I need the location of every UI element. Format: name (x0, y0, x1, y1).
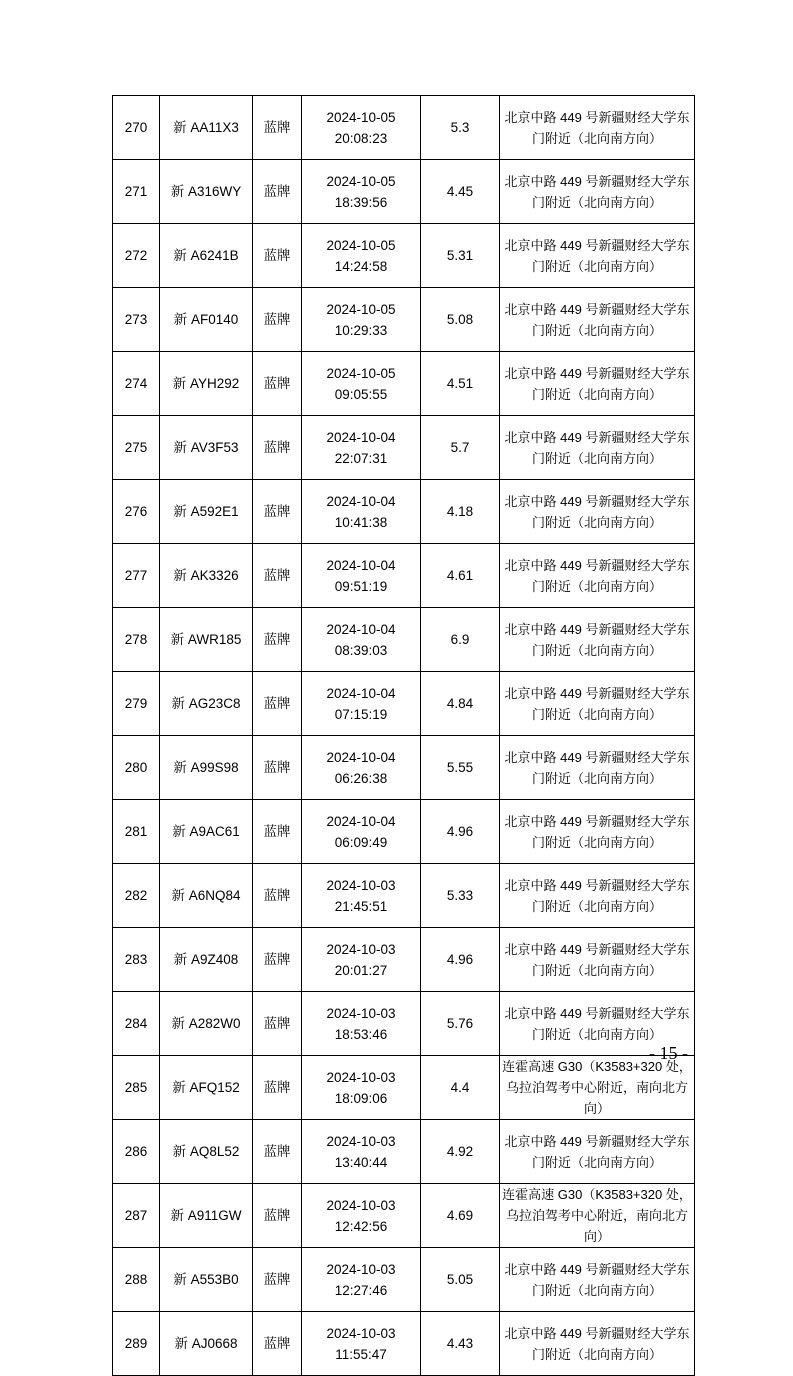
record-index-cell: 272 (113, 224, 160, 288)
plate-number-cell: 新 A99S98 (160, 736, 253, 800)
location-cell: 北京中路 449 号新疆财经大学东门附近（北向南方向） (500, 928, 695, 992)
capture-clock-time: 07:15:19 (334, 706, 388, 722)
record-index-cell: 284 (113, 992, 160, 1056)
capture-clock-time: 09:05:55 (334, 386, 388, 402)
capture-date: 2024-10-05 (326, 109, 396, 125)
plate-color-cell: 蓝牌 (253, 928, 302, 992)
capture-clock-time: 10:29:33 (334, 322, 388, 338)
measured-value-cell: 5.55 (421, 736, 500, 800)
capture-time-cell (302, 992, 421, 1056)
location-cell: 北京中路 449 号新疆财经大学东门附近（北向南方向） (500, 1120, 695, 1184)
capture-date: 2024-10-03 (326, 941, 396, 957)
capture-date: 2024-10-04 (326, 493, 396, 509)
measured-value-cell: 4.96 (421, 928, 500, 992)
measured-value-cell: 4.96 (421, 800, 500, 864)
plate-number-cell: 新 AWR185 (160, 608, 253, 672)
record-index-cell: 277 (113, 544, 160, 608)
capture-clock-time: 10:41:38 (334, 514, 388, 530)
capture-date: 2024-10-04 (326, 621, 396, 637)
record-index-cell: 270 (113, 96, 160, 160)
capture-clock-time: 09:51:19 (334, 578, 388, 594)
record-index-cell: 275 (113, 416, 160, 480)
plate-color-cell: 蓝牌 (253, 608, 302, 672)
page-number: - 15 - (649, 1043, 688, 1063)
capture-clock-time: 14:24:58 (334, 258, 388, 274)
capture-time-cell (302, 544, 421, 608)
location-cell: 北京中路 449 号新疆财经大学东门附近（北向南方向） (500, 224, 695, 288)
location-cell: 北京中路 449 号新疆财经大学东门附近（北向南方向） (500, 544, 695, 608)
capture-time-cell (302, 864, 421, 928)
table-row (113, 672, 695, 736)
plate-color-cell: 蓝牌 (253, 864, 302, 928)
plate-number-cell: 新 AFQ152 (160, 1056, 253, 1120)
table-row (113, 800, 695, 864)
plate-number-cell: 新 A6NQ84 (160, 864, 253, 928)
table-row (113, 1312, 695, 1376)
record-index-cell: 281 (113, 800, 160, 864)
plate-number-cell: 新 A9Z408 (160, 928, 253, 992)
capture-clock-time: 13:40:44 (334, 1154, 388, 1170)
table-row (113, 928, 695, 992)
capture-date: 2024-10-03 (326, 1005, 396, 1021)
record-index-cell: 282 (113, 864, 160, 928)
table-row (113, 1056, 695, 1120)
measured-value-cell: 4.45 (421, 160, 500, 224)
capture-date: 2024-10-05 (326, 173, 396, 189)
capture-time-cell (302, 608, 421, 672)
capture-time-cell (302, 352, 421, 416)
capture-clock-time: 22:07:31 (334, 450, 388, 466)
location-cell: 北京中路 449 号新疆财经大学东门附近（北向南方向） (500, 416, 695, 480)
location-cell: 北京中路 449 号新疆财经大学东门附近（北向南方向） (500, 96, 695, 160)
capture-date: 2024-10-04 (326, 813, 396, 829)
record-index-cell: 283 (113, 928, 160, 992)
capture-clock-time: 12:27:46 (334, 1282, 388, 1298)
capture-date: 2024-10-03 (326, 1133, 396, 1149)
measured-value-cell: 5.31 (421, 224, 500, 288)
capture-time-cell (302, 96, 421, 160)
measured-value-cell: 4.92 (421, 1120, 500, 1184)
capture-clock-time: 06:09:49 (334, 834, 388, 850)
table-row (113, 608, 695, 672)
measured-value-cell: 5.33 (421, 864, 500, 928)
location-cell: 北京中路 449 号新疆财经大学东门附近（北向南方向） (500, 480, 695, 544)
record-index-cell: 279 (113, 672, 160, 736)
measured-value-cell: 4.84 (421, 672, 500, 736)
record-index-cell: 274 (113, 352, 160, 416)
table-row (113, 96, 695, 160)
table-row (113, 864, 695, 928)
capture-date: 2024-10-05 (326, 237, 396, 253)
measured-value-cell: 4.4 (421, 1056, 500, 1120)
plate-color-cell: 蓝牌 (253, 1120, 302, 1184)
capture-time-cell (302, 800, 421, 864)
measured-value-cell: 5.08 (421, 288, 500, 352)
measured-value-cell: 4.43 (421, 1312, 500, 1376)
measured-value-cell: 5.3 (421, 96, 500, 160)
measured-value-cell: 4.69 (421, 1184, 500, 1248)
capture-date: 2024-10-03 (326, 1261, 396, 1277)
plate-number-cell: 新 A553B0 (160, 1248, 253, 1312)
capture-date: 2024-10-04 (326, 429, 396, 445)
capture-clock-time: 12:42:56 (334, 1218, 388, 1234)
plate-color-cell: 蓝牌 (253, 1312, 302, 1376)
plate-color-cell: 蓝牌 (253, 480, 302, 544)
capture-time-cell (302, 224, 421, 288)
location-cell: 连霍高速 G30（K3583+320 处，乌拉泊驾考中心附近，南向北方向） (500, 1184, 695, 1248)
record-index-cell: 278 (113, 608, 160, 672)
record-index-cell: 273 (113, 288, 160, 352)
plate-number-cell: 新 AV3F53 (160, 416, 253, 480)
plate-color-cell: 蓝牌 (253, 288, 302, 352)
capture-clock-time: 06:26:38 (334, 770, 388, 786)
plate-number-cell: 新 A9AC61 (160, 800, 253, 864)
location-cell: 北京中路 449 号新疆财经大学东门附近（北向南方向） (500, 608, 695, 672)
capture-time-cell (302, 288, 421, 352)
table-row (113, 480, 695, 544)
capture-clock-time: 20:01:27 (334, 962, 388, 978)
capture-time-cell (302, 160, 421, 224)
capture-time-cell (302, 1248, 421, 1312)
table-row (113, 224, 695, 288)
plate-number-cell: 新 AF0140 (160, 288, 253, 352)
table-row (113, 544, 695, 608)
capture-date: 2024-10-04 (326, 557, 396, 573)
location-cell: 北京中路 449 号新疆财经大学东门附近（北向南方向） (500, 352, 695, 416)
capture-time-cell (302, 736, 421, 800)
location-cell: 北京中路 449 号新疆财经大学东门附近（北向南方向） (500, 1312, 695, 1376)
plate-number-cell: 新 AK3326 (160, 544, 253, 608)
plate-color-cell: 蓝牌 (253, 96, 302, 160)
capture-clock-time: 18:09:06 (334, 1090, 388, 1106)
plate-color-cell: 蓝牌 (253, 416, 302, 480)
record-index-cell: 287 (113, 1184, 160, 1248)
table-row (113, 160, 695, 224)
records-table-body (113, 96, 695, 1376)
capture-date: 2024-10-03 (326, 1197, 396, 1213)
plate-color-cell: 蓝牌 (253, 224, 302, 288)
plate-number-cell: 新 A911GW (160, 1184, 253, 1248)
capture-date: 2024-10-03 (326, 1069, 396, 1085)
measured-value-cell: 6.9 (421, 608, 500, 672)
location-cell: 北京中路 449 号新疆财经大学东门附近（北向南方向） (500, 864, 695, 928)
plate-number-cell: 新 A316WY (160, 160, 253, 224)
plate-number-cell: 新 AJ0668 (160, 1312, 253, 1376)
location-cell: 北京中路 449 号新疆财经大学东门附近（北向南方向） (500, 992, 695, 1056)
plate-color-cell: 蓝牌 (253, 352, 302, 416)
table-row (113, 1184, 695, 1248)
capture-date: 2024-10-03 (326, 1325, 396, 1341)
table-row (113, 352, 695, 416)
capture-clock-time: 18:39:56 (334, 194, 388, 210)
capture-clock-time: 11:55:47 (335, 1346, 387, 1362)
capture-clock-time: 20:08:23 (334, 130, 388, 146)
location-cell: 北京中路 449 号新疆财经大学东门附近（北向南方向） (500, 736, 695, 800)
plate-color-cell: 蓝牌 (253, 992, 302, 1056)
table-row (113, 736, 695, 800)
record-index-cell: 271 (113, 160, 160, 224)
capture-clock-time: 18:53:46 (334, 1026, 388, 1042)
records-table (112, 95, 695, 1376)
record-index-cell: 289 (113, 1312, 160, 1376)
location-cell: 北京中路 449 号新疆财经大学东门附近（北向南方向） (500, 800, 695, 864)
plate-number-cell: 新 AA11X3 (160, 96, 253, 160)
table-row (113, 1120, 695, 1184)
record-index-cell: 276 (113, 480, 160, 544)
capture-time-cell (302, 1120, 421, 1184)
measured-value-cell: 4.51 (421, 352, 500, 416)
capture-time-cell (302, 1312, 421, 1376)
record-index-cell: 280 (113, 736, 160, 800)
capture-date: 2024-10-03 (326, 877, 396, 893)
table-row (113, 288, 695, 352)
plate-number-cell: 新 A6241B (160, 224, 253, 288)
record-index-cell: 286 (113, 1120, 160, 1184)
plate-color-cell: 蓝牌 (253, 672, 302, 736)
measured-value-cell: 4.61 (421, 544, 500, 608)
capture-time-cell (302, 480, 421, 544)
capture-time-cell (302, 928, 421, 992)
location-cell: 北京中路 449 号新疆财经大学东门附近（北向南方向） (500, 160, 695, 224)
record-index-cell: 288 (113, 1248, 160, 1312)
plate-color-cell: 蓝牌 (253, 1184, 302, 1248)
location-cell: 连霍高速 G30（K3583+320 处，乌拉泊驾考中心附近，南向北方向） (500, 1056, 695, 1120)
plate-color-cell: 蓝牌 (253, 736, 302, 800)
capture-time-cell (302, 1184, 421, 1248)
record-index-cell: 285 (113, 1056, 160, 1120)
capture-date: 2024-10-05 (326, 365, 396, 381)
plate-number-cell: 新 A282W0 (160, 992, 253, 1056)
measured-value-cell: 5.7 (421, 416, 500, 480)
plate-number-cell: 新 AQ8L52 (160, 1120, 253, 1184)
capture-clock-time: 21:45:51 (334, 898, 388, 914)
location-cell: 北京中路 449 号新疆财经大学东门附近（北向南方向） (500, 672, 695, 736)
measured-value-cell: 5.76 (421, 992, 500, 1056)
measured-value-cell: 5.05 (421, 1248, 500, 1312)
capture-clock-time: 08:39:03 (334, 642, 388, 658)
location-cell: 北京中路 449 号新疆财经大学东门附近（北向南方向） (500, 288, 695, 352)
plate-color-cell: 蓝牌 (253, 1248, 302, 1312)
capture-time-cell (302, 672, 421, 736)
plate-number-cell: 新 AG23C8 (160, 672, 253, 736)
location-cell: 北京中路 449 号新疆财经大学东门附近（北向南方向） (500, 1248, 695, 1312)
capture-date: 2024-10-04 (326, 749, 396, 765)
capture-date: 2024-10-05 (326, 301, 396, 317)
plate-color-cell: 蓝牌 (253, 800, 302, 864)
plate-color-cell: 蓝牌 (253, 1056, 302, 1120)
measured-value-cell: 4.18 (421, 480, 500, 544)
plate-color-cell: 蓝牌 (253, 160, 302, 224)
plate-number-cell: 新 A592E1 (160, 480, 253, 544)
capture-date: 2024-10-04 (326, 685, 396, 701)
plate-number-cell: 新 AYH292 (160, 352, 253, 416)
plate-color-cell: 蓝牌 (253, 544, 302, 608)
capture-time-cell (302, 416, 421, 480)
capture-time-cell (302, 1056, 421, 1120)
table-row (113, 1248, 695, 1312)
table-row (113, 416, 695, 480)
